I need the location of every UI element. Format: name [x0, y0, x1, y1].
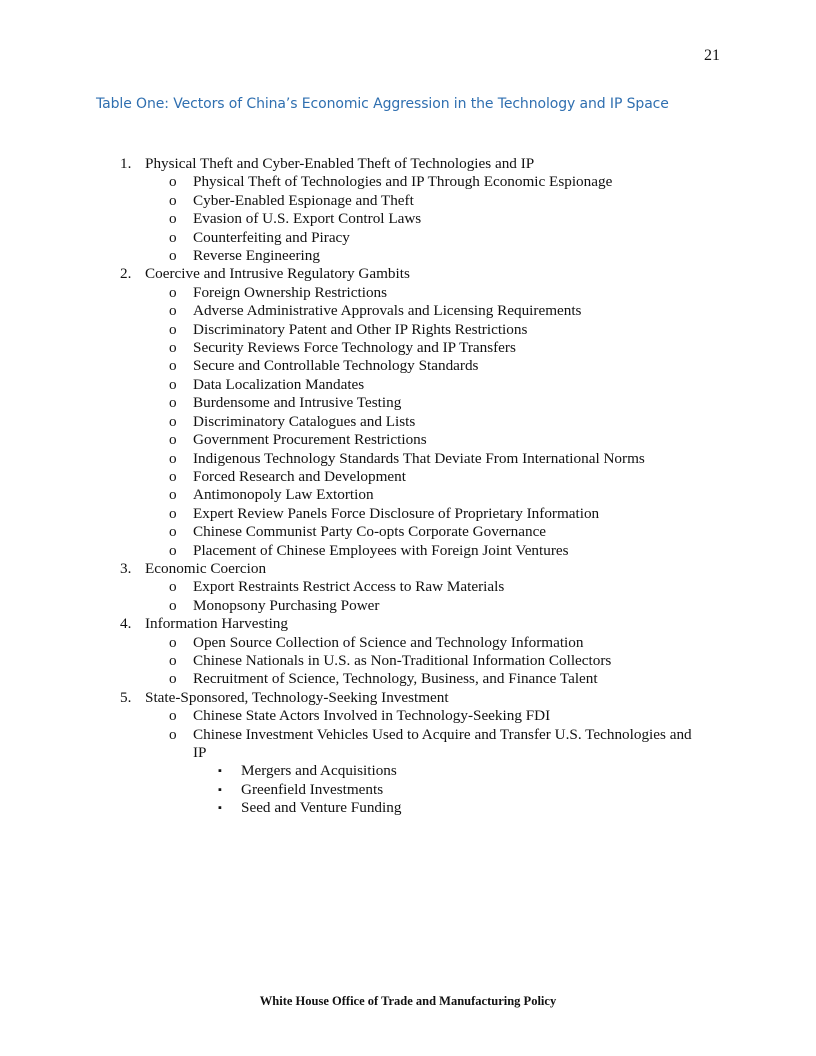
circle-bullet-icon: o — [169, 467, 177, 485]
circle-bullet-icon: o — [169, 173, 177, 191]
sub-item — [0, 652, 816, 670]
circle-bullet-icon: o — [169, 339, 177, 357]
sub-item-label: Discriminatory Patent and Other IP Rights Restrictions — [193, 320, 528, 338]
page-number: 21 — [704, 47, 720, 64]
section-item — [0, 155, 816, 173]
sub-item — [0, 670, 816, 688]
sub-item-label: Open Source Collection of Science and Technology Information — [193, 633, 584, 651]
circle-bullet-icon: o — [169, 431, 177, 449]
sub-item-label: Cyber-Enabled Espionage and Theft — [193, 191, 414, 209]
outline-list — [0, 155, 816, 818]
circle-bullet-icon: o — [169, 394, 177, 412]
sub-item-label: Expert Review Panels Force Disclosure of Proprietary Information — [193, 504, 600, 522]
circle-bullet-icon: o — [169, 320, 177, 338]
sub-item — [0, 394, 816, 412]
circle-bullet-icon: o — [169, 449, 177, 467]
circle-bullet-icon: o — [169, 412, 177, 430]
sub-item — [0, 210, 816, 228]
sub-sub-item-label: Greenfield Investments — [241, 780, 384, 798]
circle-bullet-icon: o — [169, 302, 177, 320]
circle-bullet-icon: o — [169, 228, 177, 246]
section-item — [0, 689, 816, 707]
section-item — [0, 615, 816, 633]
sub-item-label: Reverse Engineering — [193, 247, 320, 265]
sub-item — [0, 431, 816, 449]
square-bullet-icon: ▪ — [218, 802, 222, 815]
sub-item-label: Recruitment of Science, Technology, Business, and Finance Talent — [193, 670, 598, 688]
section-number: 1. — [120, 155, 132, 172]
sub-item — [0, 339, 816, 357]
sub-item-label: Discriminatory Catalogues and Lists — [193, 412, 416, 430]
sub-item — [0, 634, 816, 652]
circle-bullet-icon: o — [169, 486, 177, 504]
sub-item — [0, 578, 816, 596]
circle-bullet-icon: o — [169, 191, 177, 209]
sub-item — [0, 376, 816, 394]
sub-item-label: Foreign Ownership Restrictions — [193, 283, 388, 301]
circle-bullet-icon: o — [169, 596, 177, 614]
sub-item-label: Chinese Investment Vehicles Used to Acquire and Transfer U.S. Technologies and IP — [193, 725, 692, 761]
sub-item-label: Chinese Communist Party Co-opts Corporate Governance — [193, 523, 547, 541]
circle-bullet-icon: o — [169, 633, 177, 651]
sub-item — [0, 505, 816, 523]
sub-item — [0, 357, 816, 375]
sub-item-label: Placement of Chinese Employees with Foreign Joint Ventures — [193, 541, 569, 559]
circle-bullet-icon: o — [169, 670, 177, 688]
circle-bullet-icon: o — [169, 707, 177, 725]
sub-sub-item-label: Seed and Venture Funding — [241, 799, 402, 817]
sub-item — [0, 542, 816, 560]
circle-bullet-icon: o — [169, 210, 177, 228]
sub-item-label: Export Restraints Restrict Access to Raw Materials — [193, 578, 505, 596]
circle-bullet-icon: o — [169, 357, 177, 375]
circle-bullet-icon: o — [169, 247, 177, 265]
section-number: 2. — [120, 265, 132, 283]
sub-item — [0, 413, 816, 431]
circle-bullet-icon: o — [169, 375, 177, 393]
sub-item — [0, 726, 816, 763]
sub-item-label: Government Procurement Restrictions — [193, 431, 427, 449]
section-label: Information Harvesting — [145, 615, 288, 633]
circle-bullet-icon: o — [169, 578, 177, 596]
sub-item-label: Counterfeiting and Piracy — [193, 228, 350, 246]
sub-sub-item — [0, 781, 816, 799]
sub-item — [0, 707, 816, 725]
circle-bullet-icon: o — [169, 283, 177, 301]
sub-sub-item — [0, 762, 816, 780]
sub-item — [0, 486, 816, 504]
sub-sub-item-label: Mergers and Acquisitions — [241, 762, 397, 780]
sub-item — [0, 523, 816, 541]
sub-item-label: Secure and Controllable Technology Standards — [193, 357, 479, 375]
circle-bullet-icon: o — [169, 523, 177, 541]
section-item — [0, 560, 816, 578]
sub-item — [0, 284, 816, 302]
circle-bullet-icon: o — [169, 651, 177, 669]
sub-item — [0, 321, 816, 339]
sub-item-label: Chinese Nationals in U.S. as Non-Traditional Information Collectors — [193, 651, 612, 669]
section-number: 3. — [120, 559, 132, 577]
square-bullet-icon: ▪ — [218, 765, 222, 778]
sub-item-label: Antimonopoly Law Extortion — [193, 486, 374, 504]
section-label: Coercive and Intrusive Regulatory Gambits — [145, 265, 410, 283]
sub-item-label: Security Reviews Force Technology and IP Transfers — [193, 339, 516, 357]
section-number: 4. — [120, 615, 132, 633]
sub-item-label: Data Localization Mandates — [193, 375, 365, 393]
sub-item — [0, 192, 816, 210]
circle-bullet-icon: o — [169, 725, 177, 743]
sub-item-label: Adverse Administrative Approvals and Licensing Requirements — [193, 302, 582, 320]
sub-item-label: Burdensome and Intrusive Testing — [193, 394, 402, 412]
sub-item — [0, 450, 816, 468]
sub-item-label: Chinese State Actors Involved in Technology-Seeking FDI — [193, 707, 551, 725]
sub-item — [0, 468, 816, 486]
sub-sub-item — [0, 799, 816, 817]
sub-item — [0, 247, 816, 265]
section-label: Economic Coercion — [145, 559, 267, 577]
circle-bullet-icon: o — [169, 541, 177, 559]
page-footer: White House Office of Trade and Manufacturing Policy — [259, 994, 557, 1008]
table-title: Table One: Vectors of China’s Economic Aggression in the Technology and IP Space — [96, 96, 669, 112]
section-label: Physical Theft and Cyber-Enabled Theft of Technologies and IP — [145, 155, 535, 172]
sub-item — [0, 173, 816, 191]
sub-item — [0, 597, 816, 615]
sub-item-label: Physical Theft of Technologies and IP Through Economic Espionage — [193, 173, 613, 191]
sub-item — [0, 229, 816, 247]
section-label: State-Sponsored, Technology-Seeking Investment — [145, 688, 449, 706]
circle-bullet-icon: o — [169, 504, 177, 522]
sub-item-label: Evasion of U.S. Export Control Laws — [193, 210, 422, 228]
sub-item-label: Forced Research and Development — [193, 467, 406, 485]
sub-item — [0, 302, 816, 320]
sub-item-label: Monopsony Purchasing Power — [193, 596, 380, 614]
sub-item-label: Indigenous Technology Standards That Deviate From International Norms — [193, 449, 645, 467]
section-number: 5. — [120, 688, 132, 706]
section-item — [0, 265, 816, 283]
square-bullet-icon: ▪ — [218, 783, 222, 796]
